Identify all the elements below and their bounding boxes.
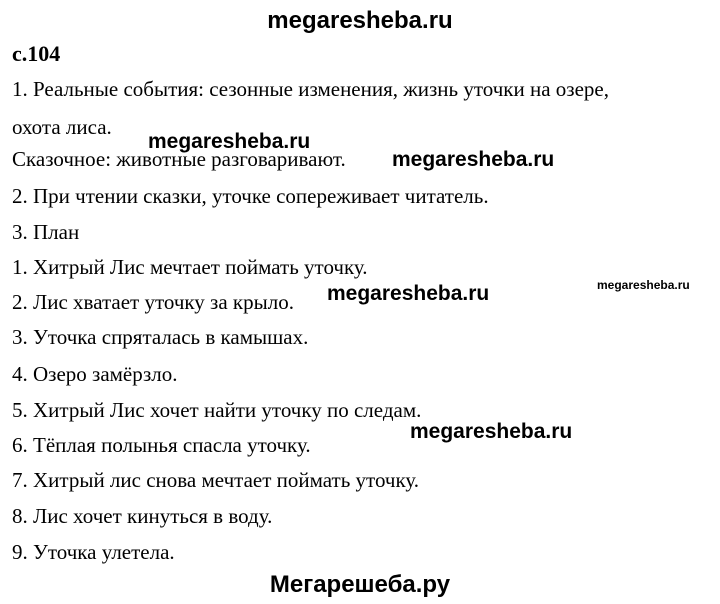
watermark: megaresheba.ru	[392, 148, 555, 171]
watermark: megaresheba.ru	[148, 130, 311, 153]
plan-item-3: 3. Уточка спряталась в камышах.	[12, 325, 309, 349]
plan-heading: 3. План	[12, 220, 80, 244]
plan-item-5: 5. Хитрый Лис хочет найти уточку по следам.	[12, 398, 422, 422]
answer-line-3: Сказочное: животные разговаривают.	[12, 147, 346, 171]
watermark: megaresheba.ru	[327, 282, 490, 305]
site-footer: Мегарешеба.ру	[269, 571, 451, 598]
answer-line-2: охота лиса.	[12, 115, 112, 139]
answer-line-1: 1. Реальные события: сезонные изменения, жизнь уточки на озере,	[12, 77, 609, 101]
page-number-label: с.104	[12, 41, 61, 66]
plan-item-7: 7. Хитрый лис снова мечтает поймать уточку.	[12, 468, 420, 492]
plan-item-6: 6. Тёплая полынья спасла уточку.	[12, 433, 311, 457]
plan-item-9: 9. Уточка улетела.	[12, 540, 175, 564]
plan-item-8: 8. Лис хочет кинуться в воду.	[12, 504, 273, 528]
plan-item-1: 1. Хитрый Лис мечтает поймать уточку.	[12, 255, 368, 279]
watermark: megaresheba.ru	[410, 420, 573, 443]
site-header: megaresheba.ru	[267, 7, 453, 34]
plan-item-4: 4. Озеро замёрзло.	[12, 362, 178, 386]
watermark-small: megaresheba.ru	[597, 278, 690, 292]
answer-line-4: 2. При чтении сказки, уточке сопереживает читатель.	[12, 184, 489, 208]
plan-item-2: 2. Лис хватает уточку за крыло.	[12, 290, 294, 314]
